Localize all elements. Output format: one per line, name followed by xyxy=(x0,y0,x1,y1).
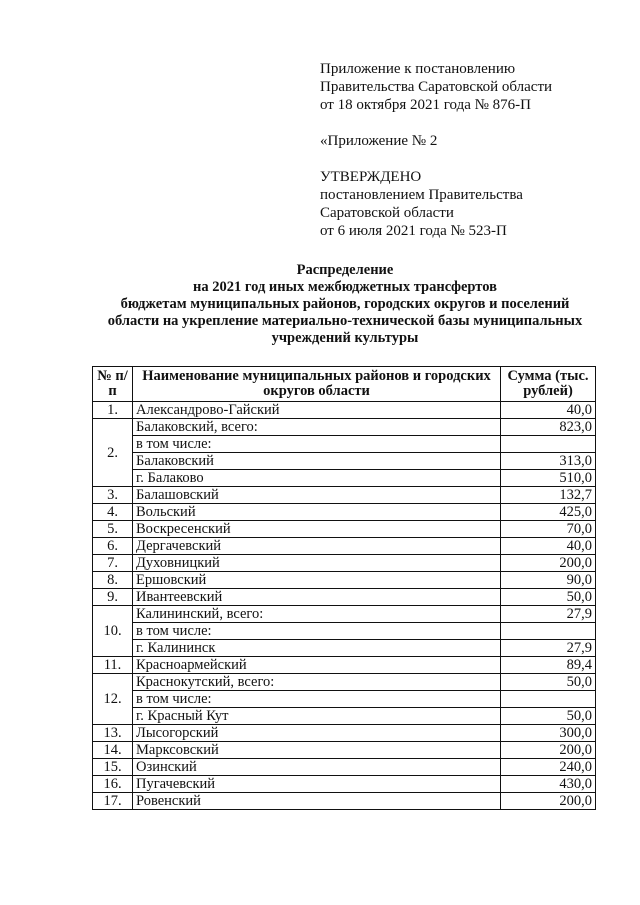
amount: 27,9 xyxy=(501,640,596,657)
table-row xyxy=(93,691,596,708)
table-row xyxy=(93,793,596,810)
amount: 510,0 xyxy=(501,470,596,487)
table-row xyxy=(93,606,596,623)
row-number: 11. xyxy=(93,657,133,674)
row-number: 5. xyxy=(93,521,133,538)
row-number: 10. xyxy=(93,606,133,657)
district-name: Ершовский xyxy=(133,572,501,589)
table-row xyxy=(93,419,596,436)
amount: 200,0 xyxy=(501,555,596,572)
district-name: Воскресенский xyxy=(133,521,501,538)
table-row xyxy=(93,708,596,725)
table-row xyxy=(93,504,596,521)
amount: 50,0 xyxy=(501,589,596,606)
table-row xyxy=(93,759,596,776)
district-name: в том числе: xyxy=(133,623,501,640)
table-row xyxy=(93,453,596,470)
row-number: 8. xyxy=(93,572,133,589)
amount: 40,0 xyxy=(501,538,596,555)
row-number: 3. xyxy=(93,487,133,504)
appendix-line: Правительства Саратовской области xyxy=(320,79,553,95)
district-name: Краснокутский, всего: xyxy=(133,674,501,691)
district-name: Вольский xyxy=(133,504,501,521)
amount: 89,4 xyxy=(501,657,596,674)
amount xyxy=(501,623,596,640)
amount: 425,0 xyxy=(501,504,596,521)
district-name: Лысогорский xyxy=(133,725,501,742)
table-row xyxy=(93,487,596,504)
district-name: Пугачевский xyxy=(133,776,501,793)
approved-line: постановлением Правительства xyxy=(320,187,523,203)
title-line: на 2021 год иных межбюджетных трансфертов xyxy=(193,279,497,295)
amount: 313,0 xyxy=(501,453,596,470)
table-row xyxy=(93,640,596,657)
table-row xyxy=(93,572,596,589)
appendix-header xyxy=(320,60,620,240)
table-row xyxy=(93,623,596,640)
table-row xyxy=(93,742,596,759)
table-row xyxy=(93,436,596,453)
table-row xyxy=(93,555,596,572)
approved-line: УТВЕРЖДЕНО xyxy=(320,169,422,185)
table-header-row xyxy=(93,367,596,402)
title-line: Распределение xyxy=(296,262,394,278)
row-number: 16. xyxy=(93,776,133,793)
district-name: Калининский, всего: xyxy=(133,606,501,623)
header-num: № п/п xyxy=(93,367,133,402)
title-line: бюджетам муниципальных районов, городских округов и поселений xyxy=(120,296,570,312)
row-number: 4. xyxy=(93,504,133,521)
district-name: Балашовский xyxy=(133,487,501,504)
district-name: в том числе: xyxy=(133,691,501,708)
district-name: г. Балаково xyxy=(133,470,501,487)
title-line: области на укрепление материально-технической базы муниципальных xyxy=(107,313,583,329)
table-row xyxy=(93,776,596,793)
district-name: Ивантеевский xyxy=(133,589,501,606)
amount: 70,0 xyxy=(501,521,596,538)
district-name: Балаковский xyxy=(133,453,501,470)
district-name: г. Красный Кут xyxy=(133,708,501,725)
row-number: 6. xyxy=(93,538,133,555)
row-number: 17. xyxy=(93,793,133,810)
table-row xyxy=(93,657,596,674)
amount: 90,0 xyxy=(501,572,596,589)
amount: 240,0 xyxy=(501,759,596,776)
appendix-line: Приложение к постановлению xyxy=(320,61,516,77)
district-name: Ровенский xyxy=(133,793,501,810)
district-name: г. Калининск xyxy=(133,640,501,657)
table-row xyxy=(93,538,596,555)
district-name: Балаковский, всего: xyxy=(133,419,501,436)
district-name: Александрово-Гайский xyxy=(133,402,501,419)
amount: 200,0 xyxy=(501,742,596,759)
amount: 132,7 xyxy=(501,487,596,504)
table-row xyxy=(93,521,596,538)
district-name: Дергачевский xyxy=(133,538,501,555)
row-number: 12. xyxy=(93,674,133,725)
table-row xyxy=(93,589,596,606)
distribution-table xyxy=(92,366,596,810)
amount: 27,9 xyxy=(501,606,596,623)
row-number: 7. xyxy=(93,555,133,572)
approved-line: Саратовской области xyxy=(320,205,454,221)
row-number: 1. xyxy=(93,402,133,419)
district-name: в том числе: xyxy=(133,436,501,453)
table-row xyxy=(93,674,596,691)
row-number: 15. xyxy=(93,759,133,776)
table-row xyxy=(93,725,596,742)
row-number: 2. xyxy=(93,419,133,487)
amount: 50,0 xyxy=(501,708,596,725)
table-body xyxy=(93,402,596,810)
amount: 300,0 xyxy=(501,725,596,742)
district-name: Красноармейский xyxy=(133,657,501,674)
appendix-number: «Приложение № 2 xyxy=(320,133,438,149)
amount xyxy=(501,691,596,708)
header-sum: Сумма (тыс. рублей) xyxy=(501,367,596,402)
district-name: Озинский xyxy=(133,759,501,776)
row-number: 13. xyxy=(93,725,133,742)
row-number: 14. xyxy=(93,742,133,759)
title-line: учреждений культуры xyxy=(271,330,419,346)
table-row xyxy=(93,402,596,419)
amount: 50,0 xyxy=(501,674,596,691)
district-name: Марксовский xyxy=(133,742,501,759)
district-name: Духовницкий xyxy=(133,555,501,572)
appendix-line: от 18 октября 2021 года № 876-П xyxy=(320,97,532,113)
document-title xyxy=(80,262,610,347)
table-row xyxy=(93,470,596,487)
amount: 200,0 xyxy=(501,793,596,810)
amount: 430,0 xyxy=(501,776,596,793)
row-number: 9. xyxy=(93,589,133,606)
amount: 823,0 xyxy=(501,419,596,436)
amount xyxy=(501,436,596,453)
amount: 40,0 xyxy=(501,402,596,419)
header-name: Наименование муниципальных районов и городских округов области xyxy=(133,367,501,402)
approved-line: от 6 июля 2021 года № 523-П xyxy=(320,223,507,239)
